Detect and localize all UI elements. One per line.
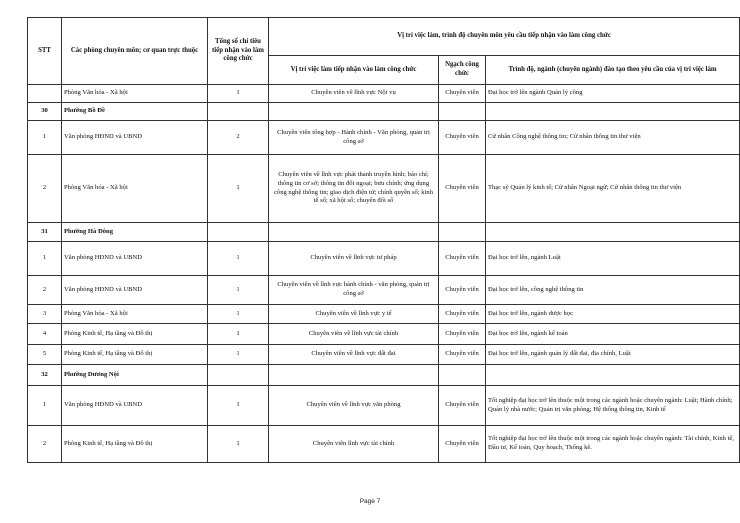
row-rank-empty <box>439 223 486 242</box>
row-position: Chuyên viên về lĩnh vực tư pháp <box>269 242 439 276</box>
row-qualification: Tốt nghiệp đại học trở lên thuộc một trong các ngành hoặc chuyên ngành: Tài chính, Kinh tế, Đầu tư, Kế toán, Quy hoạch, Thống kê. <box>486 426 740 463</box>
row-quota: 1 <box>208 85 269 103</box>
row-stt: 32 <box>28 365 62 386</box>
row-position: Chuyên viên về lĩnh vực phát thanh truyền hình; báo chí; thông tin cơ sở; thông tin đối ngoại; bưu chính; ứng dụng công nghệ thông tin; giao dịch điện tử; chính quyền số; kinh tế số; xã hội số; chuyển đổi số <box>269 155 439 223</box>
row-position: Chuyên viên tổng hợp - Hành chính - Văn phòng, quản trị công sở <box>269 121 439 155</box>
row-qualification: Cử nhân Công nghệ thông tin; Cử nhân thông tin thư viện <box>486 121 740 155</box>
row-department: Phòng Văn hóa - Xã hội <box>62 85 208 103</box>
row-stt: 1 <box>28 121 62 155</box>
row-qualification-empty <box>486 365 740 386</box>
row-department: Văn phòng HĐND và UBND <box>62 242 208 276</box>
row-department: Phòng Văn hóa - Xã hội <box>62 155 208 223</box>
row-qualification: Đại học trở lên, công nghệ thông tin <box>486 276 740 305</box>
row-department: Phòng Kinh tế, Hạ tầng và Đô thị <box>62 324 208 345</box>
row-stt: 1 <box>28 242 62 276</box>
row-rank: Chuyên viên <box>439 121 486 155</box>
row-stt: 30 <box>28 103 62 121</box>
row-stt: 4 <box>28 324 62 345</box>
row-position-empty <box>269 365 439 386</box>
row-rank: Chuyên viên <box>439 426 486 463</box>
row-stt: 1 <box>28 386 62 426</box>
ward-name: Phường Bồ Đề <box>62 103 208 121</box>
table-row <box>28 242 740 276</box>
row-quota: 1 <box>208 305 269 324</box>
row-quota: 1 <box>208 242 269 276</box>
row-department: Văn phòng HĐND và UBND <box>62 386 208 426</box>
row-rank: Chuyên viên <box>439 345 486 365</box>
row-position: Chuyên viên về lĩnh vực văn phòng <box>269 386 439 426</box>
row-rank: Chuyên viên <box>439 276 486 305</box>
row-department: Văn phòng HĐND và UBND <box>62 276 208 305</box>
row-rank-empty <box>439 103 486 121</box>
row-department: Văn phòng HĐND và UBND <box>62 121 208 155</box>
row-position: Chuyên viên lĩnh vực tài chính <box>269 426 439 463</box>
row-department: Phòng Văn hóa - Xã hội <box>62 305 208 324</box>
row-quota-empty <box>208 223 269 242</box>
row-quota-empty <box>208 365 269 386</box>
row-stt: 2 <box>28 426 62 463</box>
table-row <box>28 121 740 155</box>
row-rank: Chuyên viên <box>439 155 486 223</box>
ward-name: Phường Hà Đông <box>62 223 208 242</box>
row-qualification: Đại học trở lên ngành Quản lý công <box>486 85 740 103</box>
row-qualification: Đại học trở lên, ngành kế toán <box>486 324 740 345</box>
row-qualification-empty <box>486 103 740 121</box>
ward-group-row <box>28 365 740 386</box>
row-department: Phòng Kinh tế, Hạ tầng và Đô thị <box>62 426 208 463</box>
row-qualification: Đại học trở lên, ngành quản lý đất đai, địa chính, Luật <box>486 345 740 365</box>
row-position: Chuyên viên về lĩnh vực tài chính <box>269 324 439 345</box>
table-row <box>28 276 740 305</box>
row-rank: Chuyên viên <box>439 324 486 345</box>
header-row-top <box>28 18 740 56</box>
row-stt: 3 <box>28 305 62 324</box>
row-position: Chuyên viên về lĩnh vực hành chính - văn phòng, quản trị công sở <box>269 276 439 305</box>
row-rank: Chuyên viên <box>439 386 486 426</box>
row-position-empty <box>269 103 439 121</box>
ward-group-row <box>28 103 740 121</box>
header-quota: Tổng số chỉ tiêu tiếp nhận vào làm công chức <box>208 18 269 85</box>
recruitment-table <box>27 17 740 463</box>
row-qualification: Tốt nghiệp đại học trở lên thuộc một trong các ngành hoặc chuyên ngành: Luật; Hành chính; Quản lý nhà nước; Quản trị văn phòng; Hệ thống thông tin, Kinh tế <box>486 386 740 426</box>
row-quota-empty <box>208 103 269 121</box>
table-row <box>28 426 740 463</box>
table-row <box>28 386 740 426</box>
table-row <box>28 85 740 103</box>
page-number: Page 7 <box>359 498 381 505</box>
row-quota: 1 <box>208 276 269 305</box>
row-rank: Chuyên viên <box>439 85 486 103</box>
row-position: Chuyên viên về lĩnh vực y tế <box>269 305 439 324</box>
row-quota: 1 <box>208 155 269 223</box>
row-quota: 1 <box>208 386 269 426</box>
row-quota: 1 <box>208 426 269 463</box>
row-quota: 2 <box>208 121 269 155</box>
header-rank: Ngạch công chức <box>439 56 486 85</box>
table-body <box>28 85 740 463</box>
row-qualification: Thạc sỹ Quản lý kinh tế; Cử nhân Ngoại ngữ; Cử nhân thông tin thư viện <box>486 155 740 223</box>
document-sheet <box>27 17 740 463</box>
table-row <box>28 155 740 223</box>
row-qualification: Đại học trở lên, ngành dược học <box>486 305 740 324</box>
ward-group-row <box>28 223 740 242</box>
row-position-empty <box>269 223 439 242</box>
row-stt: 5 <box>28 345 62 365</box>
header-department: Các phòng chuyên môn; cơ quan trực thuộc <box>62 18 208 85</box>
table-row <box>28 324 740 345</box>
row-rank: Chuyên viên <box>439 305 486 324</box>
row-qualification-empty <box>486 223 740 242</box>
row-qualification: Đại học trở lên, ngành Luật <box>486 242 740 276</box>
header-position-group: Vị trí việc làm, trình độ chuyên môn yêu cầu tiếp nhận vào làm công chức <box>269 18 740 56</box>
row-rank: Chuyên viên <box>439 242 486 276</box>
header-position: Vị trí việc làm tiếp nhận vào làm công chức <box>269 56 439 85</box>
table-row <box>28 305 740 324</box>
row-quota: 1 <box>208 345 269 365</box>
row-stt: 31 <box>28 223 62 242</box>
ward-name: Phường Dương Nội <box>62 365 208 386</box>
row-department: Phòng Kinh tế, Hạ tầng và Đô thị <box>62 345 208 365</box>
row-position: Chuyên viên về lĩnh vực Nội vụ <box>269 85 439 103</box>
row-stt <box>28 85 62 103</box>
table-row <box>28 345 740 365</box>
row-stt: 2 <box>28 276 62 305</box>
row-position: Chuyên viên về lĩnh vực đất đai <box>269 345 439 365</box>
header-stt: STT <box>28 18 62 85</box>
row-rank-empty <box>439 365 486 386</box>
header-qualification: Trình độ, ngành (chuyên ngành) đào tạo theo yêu cầu của vị trí việc làm <box>486 56 740 85</box>
row-stt: 2 <box>28 155 62 223</box>
row-quota: 1 <box>208 324 269 345</box>
